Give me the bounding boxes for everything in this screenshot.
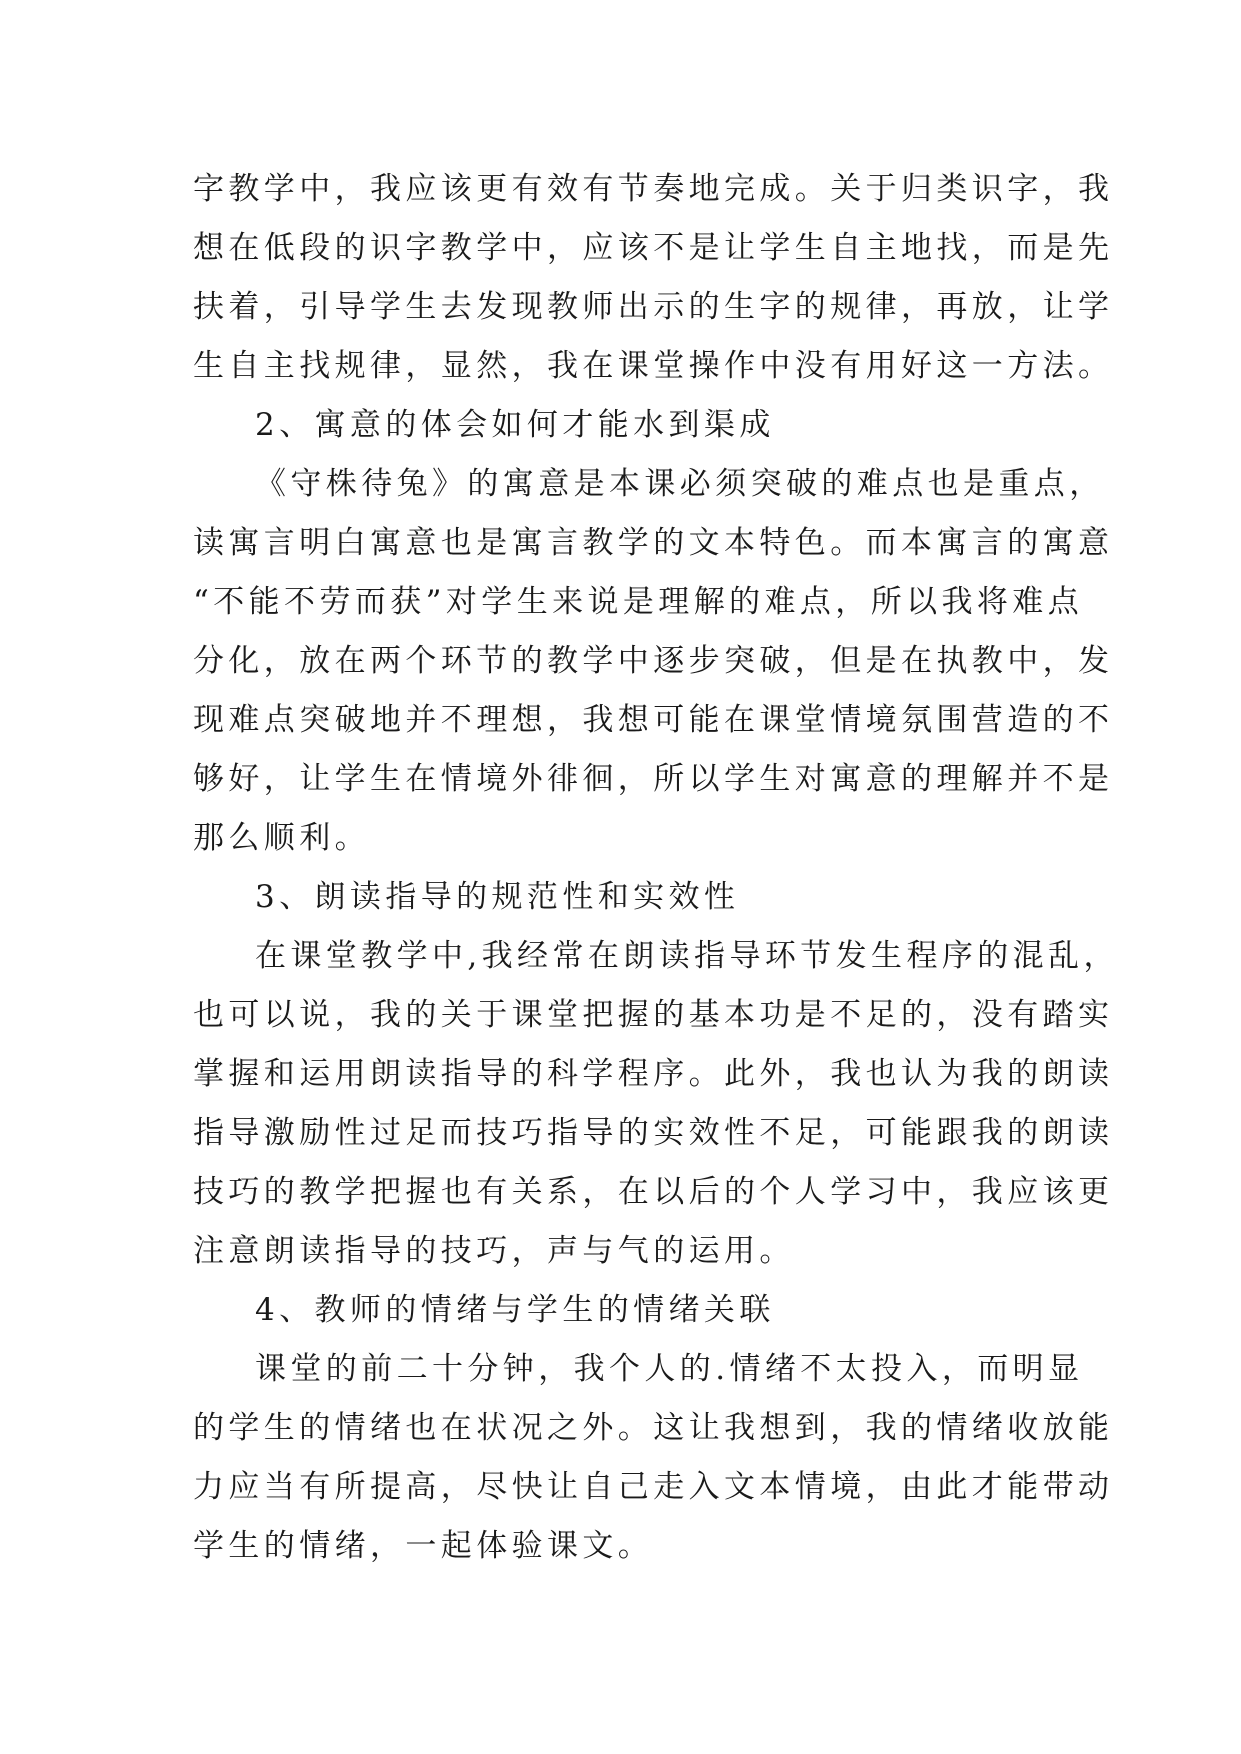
body-line: 指导激励性过足而技巧指导的实效性不足，可能跟我的朗读 (193, 1115, 1114, 1151)
body-line: 想在低段的识字教学中，应该不是让学生自主地找，而是先 (193, 230, 1114, 266)
body-line: 的学生的情绪也在状况之外。这让我想到，我的情绪收放能 (193, 1410, 1114, 1446)
body-line: 那么顺利。 (193, 820, 370, 856)
body-line: 技巧的教学把握也有关系，在以后的个人学习中，我应该更 (193, 1174, 1114, 1210)
body-line: 字教学中，我应该更有效有节奏地完成。关于归类识字，我 (193, 171, 1114, 207)
body-line: 够好，让学生在情境外徘徊，所以学生对寓意的理解并不是 (193, 761, 1114, 797)
body-line: 学生的情绪，一起体验课文。 (193, 1528, 654, 1564)
body-line: 在课堂教学中,我经常在朗读指导环节发生程序的混乱， (255, 938, 1119, 974)
body-line: 生自主找规律，显然，我在课堂操作中没有用好这一方法。 (193, 348, 1114, 384)
section-heading: 4、教师的情绪与学生的情绪关联 (255, 1292, 775, 1328)
body-line: 分化，放在两个环节的教学中逐步突破，但是在执教中，发 (193, 643, 1114, 679)
body-line: 《守株待兔》的寓意是本课必须突破的难点也是重点， (255, 466, 1105, 502)
body-line: 注意朗读指导的技巧，声与气的运用。 (193, 1233, 795, 1269)
body-line: 力应当有所提高，尽快让自己走入文本情境，由此才能带动 (193, 1469, 1114, 1505)
body-line: 扶着，引导学生去发现教师出示的生字的规律，再放，让学 (193, 289, 1114, 325)
section-heading: 2、寓意的体会如何才能水到渠成 (255, 407, 775, 443)
body-line: 现难点突破地并不理想，我想可能在课堂情境氛围营造的不 (193, 702, 1114, 738)
document-body (193, 160, 1119, 1576)
body-line: “不能不劳而获”对学生来说是理解的难点，所以我将难点 (193, 584, 1084, 620)
body-line: 课堂的前二十分钟，我个人的.情绪不太投入，而明显 (255, 1351, 1084, 1387)
body-line: 读寓言明白寓意也是寓言教学的文本特色。而本寓言的寓意 (193, 525, 1114, 561)
section-heading: 3、朗读指导的规范性和实效性 (255, 879, 740, 915)
body-line: 掌握和运用朗读指导的科学程序。此外，我也认为我的朗读 (193, 1056, 1114, 1092)
body-line: 也可以说，我的关于课堂把握的基本功是不足的，没有踏实 (193, 997, 1114, 1033)
